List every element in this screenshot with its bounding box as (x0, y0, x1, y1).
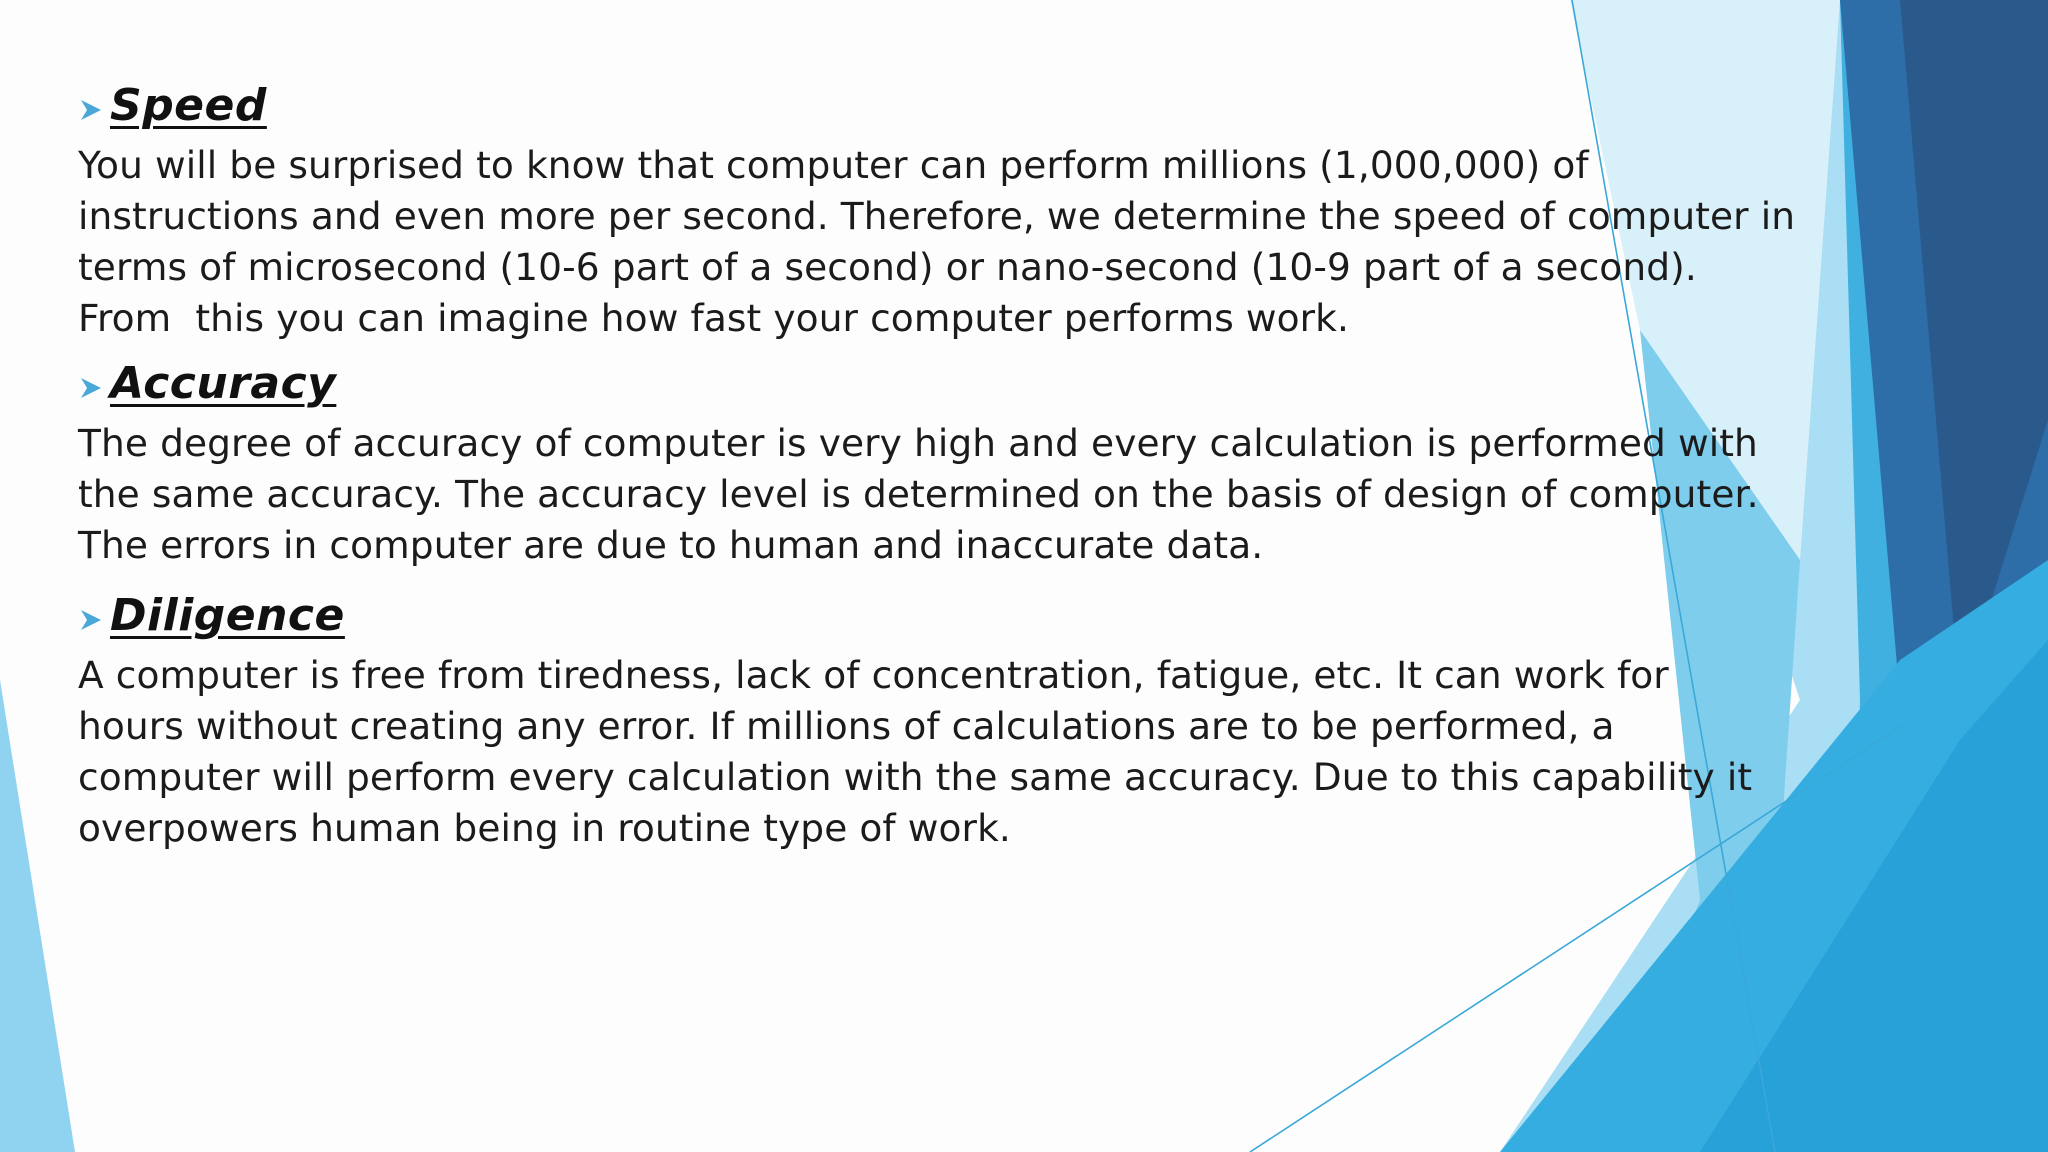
left-accent-shape (0, 680, 75, 1152)
paragraph-line: terms of microsecond (10-6 part of a second) or nano-second (10-9 part of a second). (78, 245, 1697, 289)
paragraph-line: A computer is free from tiredness, lack of concentration, fatigue, etc. It can work for (78, 653, 1669, 697)
paragraph-speed (78, 140, 1838, 344)
paragraph-accuracy (78, 418, 1838, 571)
section-heading-diligence (78, 580, 1838, 650)
arrowhead-bullet-icon (78, 97, 104, 123)
heading-text: Speed (110, 79, 267, 131)
arrowhead-bullet-icon (78, 607, 104, 633)
paragraph-line: computer will perform every calculation with the same accuracy. Due to this capability it (78, 755, 1753, 799)
heading-text: Accuracy (110, 357, 337, 409)
paragraph-line: the same accuracy. The accuracy level is determined on the basis of design of computer. (78, 472, 1759, 516)
paragraph-line: instructions and even more per second. Therefore, we determine the speed of computer in (78, 194, 1796, 238)
paragraph-line: The errors in computer are due to human and inaccurate data. (78, 523, 1264, 567)
heading-text: Diligence (110, 589, 345, 641)
paragraph-line: hours without creating any error. If millions of calculations are to be performed, a (78, 704, 1615, 748)
paragraph-line: From this you can imagine how fast your computer performs work. (78, 296, 1350, 340)
section-heading-accuracy (78, 348, 1838, 418)
slide-content (78, 70, 1838, 854)
arrowhead-bullet-icon (78, 375, 104, 401)
paragraph-line: You will be surprised to know that computer can perform millions (1,000,000) of (78, 143, 1589, 187)
paragraph-line: The degree of accuracy of computer is very high and every calculation is performed with (78, 421, 1758, 465)
paragraph-diligence (78, 650, 1838, 854)
section-heading-speed (78, 70, 1838, 140)
paragraph-line: overpowers human being in routine type of work. (78, 806, 1011, 850)
